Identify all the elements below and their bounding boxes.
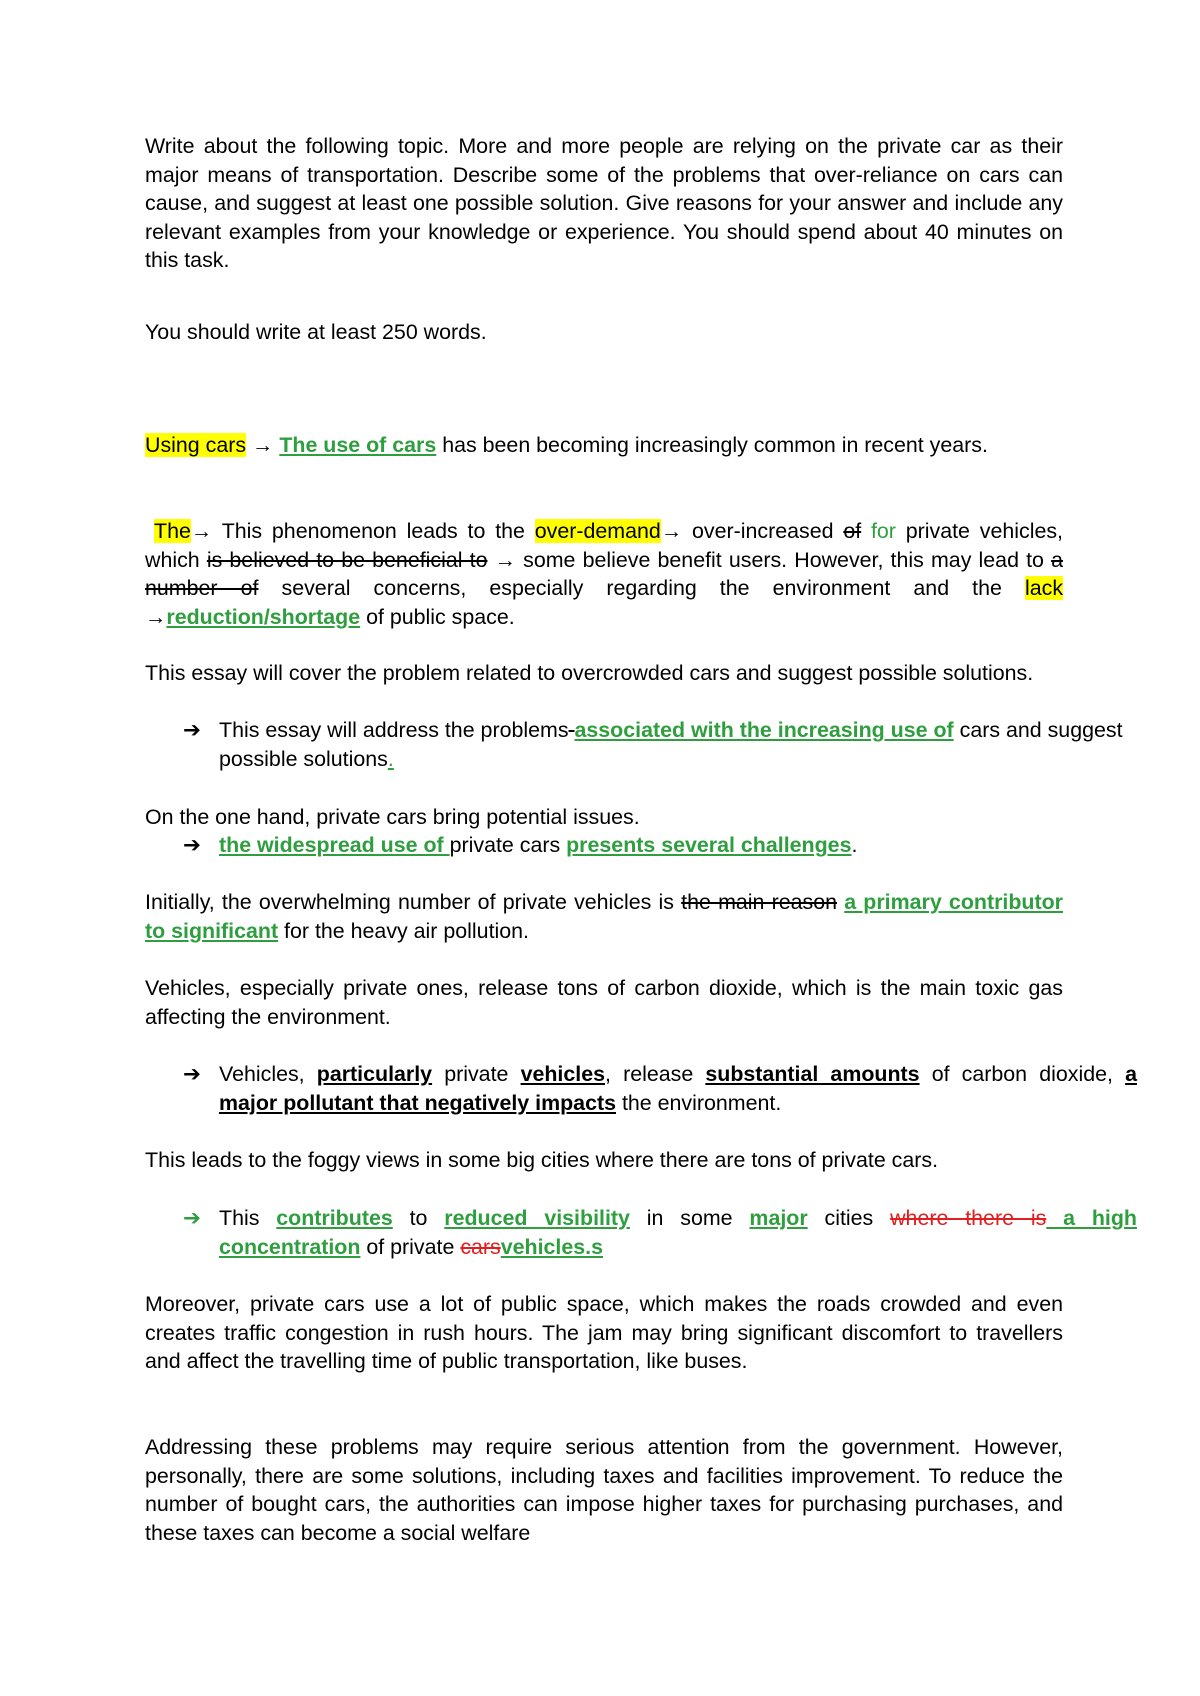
word-count-instruction: You should write at least 250 words. (145, 320, 487, 344)
sentence-3-revision (145, 716, 1137, 773)
sentence-text: Vehicles, (219, 1062, 317, 1086)
sentence-2-revision (145, 517, 1063, 631)
sentence-text: of carbon dioxide, (919, 1062, 1126, 1086)
correction-phrase: a primary contributor to significant (145, 890, 1063, 943)
correction-phrase: vehicles.s (500, 1234, 604, 1259)
sentence-text: Initially, the overwhelming number of private vehicles is (145, 890, 682, 914)
sentence-text: over-increased (692, 519, 844, 543)
sentence-text: private cars (449, 833, 567, 857)
revised-word: vehicles (520, 1062, 605, 1086)
sentence-text: cities (807, 1206, 891, 1230)
sentence-text: private (432, 1062, 521, 1086)
bullet-arrow-icon: ➔ (183, 1062, 201, 1086)
struck-text: a number of (145, 547, 1063, 601)
sentence-text: cars and suggest possible solutions (219, 718, 1123, 771)
original-word-highlight: over-demand (534, 519, 661, 543)
sentence-8-paragraph: Moreover, private cars use a lot of public space, which makes the roads crowded and even creates traffic congestion in rush hours. The jam may bring significant discomfort to travellers and affect the travelling time of public transportation, like buses. (145, 1292, 1063, 1374)
original-word-highlight: The (154, 519, 191, 543)
sentence-3-original: This essay will cover the problem related to overcrowded cars and suggest possible solutions. (145, 661, 1034, 685)
sentence-text: has been becoming increasingly common in recent years. (436, 433, 988, 457)
space (861, 519, 871, 543)
sentence-text: the environment. (616, 1090, 782, 1115)
correction-phrase: the widespread use of (219, 833, 450, 857)
sentence-9-paragraph: Addressing these problems may require serious attention from the government. However, personally, there are some solutions, including taxes and facilities improvement. To reduce the number of bought cars, the authorities can impose higher taxes for purchasing purchases, and these taxes can become a social welfare (145, 1435, 1063, 1545)
arrow-icon: → (145, 604, 167, 629)
sentence-7-original: This leads to the foggy views in some big cities where there are tons of private cars. (145, 1148, 939, 1172)
struck-text: is believed to be beneficial to (206, 547, 488, 572)
sentence-text: private vehicles, which (145, 519, 1063, 572)
correction-phrase: contributes (276, 1206, 393, 1230)
correction-punctuation: . (387, 746, 394, 771)
prompt-paragraph: Write about the following topic. More and more people are relying on the private car as their major means of transportation. Describe some of the problems that over-reliance on cars can cause, and suggest at least one possible solution. Give reasons for your answer and include any relevant examples from your knowledge or experience. You should spend about 40 minutes on this task. (145, 134, 1063, 273)
deleted-phrase: where there is (890, 1206, 1047, 1230)
sentence-7-revision (145, 1204, 1137, 1261)
sentence-text: of private (360, 1234, 461, 1259)
sentence-4-original: On the one hand, private cars bring potential issues. (145, 805, 640, 829)
arrow-icon: → (246, 433, 280, 457)
inserted-word: for (870, 519, 896, 543)
sentence-text: several concerns, especially regarding the environment and the (258, 576, 1025, 601)
correction-phrase: a high concentration (219, 1206, 1137, 1259)
bullet-arrow-icon: ➔ (183, 833, 201, 857)
struck-text: the main reason (681, 890, 838, 914)
sentence-6-original: Vehicles, especially private ones, release tons of carbon dioxide, which is the main toxic gas affecting the environment. (145, 976, 1063, 1029)
original-word-highlight: lack (1024, 576, 1064, 601)
sentence-6-revision (145, 1060, 1137, 1117)
sentence-text: This phenomenon leads to the (221, 519, 535, 543)
bullet-arrow-icon: ➔ (183, 1206, 201, 1230)
sentence-text: This essay will address the problems (219, 718, 569, 742)
arrow-icon: → (660, 519, 693, 543)
correction-phrase: reduced visibility (444, 1206, 630, 1230)
bullet-arrow-icon: ➔ (183, 718, 201, 742)
sentence-text: → some believe benefit users. However, this may lead to (487, 547, 1052, 572)
sentence-4-revision (145, 831, 1137, 860)
struck-text: of (843, 519, 862, 543)
sentence-5-revision (145, 888, 1063, 945)
correction-phrase: major (749, 1206, 808, 1230)
sentence-text: of public space. (360, 604, 515, 629)
sentence-text: to (392, 1206, 445, 1230)
sentence-text: . (851, 833, 858, 857)
correction-phrase: associated with the increasing use of (574, 718, 954, 742)
original-phrase-highlight: Using cars (145, 433, 247, 457)
sentence-text: This (219, 1206, 277, 1230)
correction-phrase: reduction/shortage (166, 604, 361, 629)
arrow-icon: → (190, 519, 222, 543)
deleted-word: cars (460, 1234, 501, 1259)
revised-word: a major pollutant that negatively impacts (219, 1062, 1137, 1115)
sentence-text: in some (629, 1206, 750, 1230)
revised-word: substantial amounts (705, 1062, 920, 1086)
sentence-1-revision (145, 431, 1063, 460)
sentence-text: for the heavy air pollution. (278, 918, 530, 943)
sentence-text: , release (605, 1062, 706, 1086)
correction-phrase: The use of cars (279, 433, 437, 457)
correction-phrase: presents several challenges (566, 833, 852, 857)
revised-word: particularly (316, 1062, 433, 1086)
